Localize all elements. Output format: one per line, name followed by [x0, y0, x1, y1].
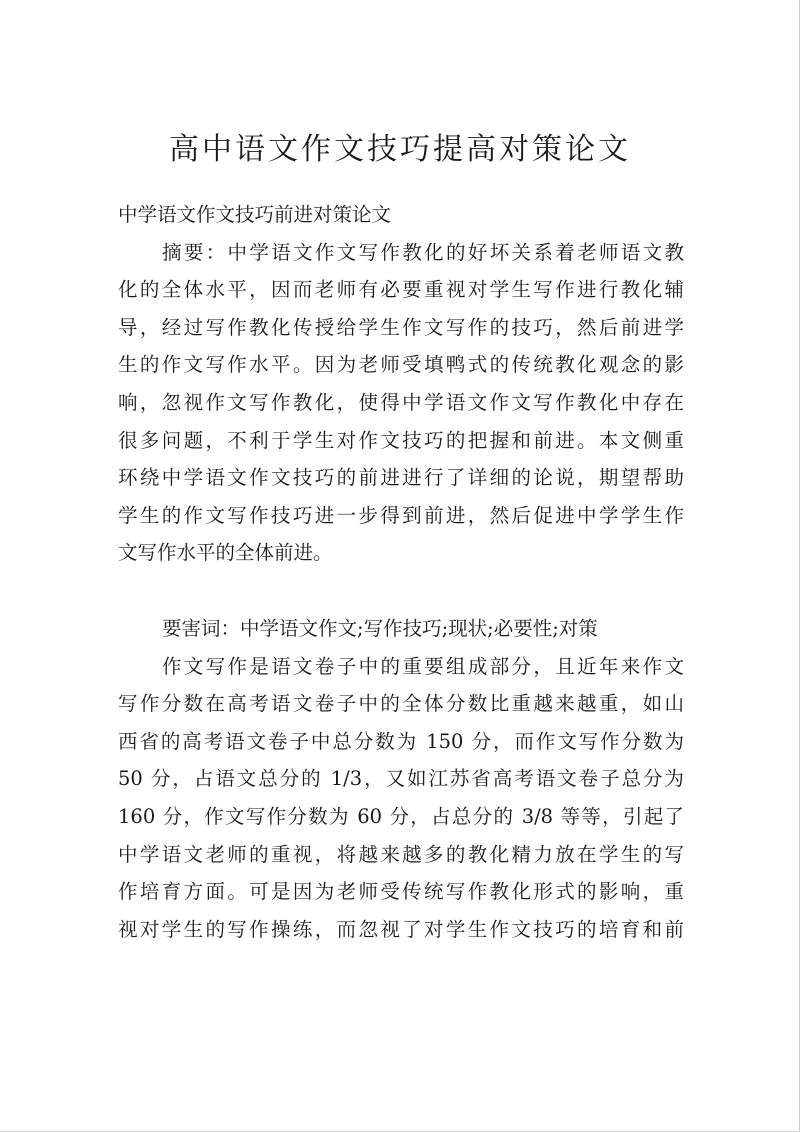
- abstract-line-1: 摘要：中学语文作文写作教化的好坏关系着老师语文教: [162, 240, 684, 264]
- document-body: [118, 196, 684, 948]
- abstract-line-3: 导，经过写作教化传授给学生作文写作的技巧，然后前进学: [118, 315, 684, 339]
- keywords-line: 要害词：中学语文作文;写作技巧;现状;必要性;对策: [162, 616, 598, 640]
- abstract-line-4: 生的作文写作水平。因为老师受填鸭式的传统教化观念的影: [118, 353, 684, 377]
- body-line-6: 中学语文老师的重视，将越来越多的教化精力放在学生的写: [118, 842, 684, 866]
- paragraph-spacer: [118, 572, 684, 610]
- body-line-1: 作文写作是语文卷子中的重要组成部分，且近年来作文: [162, 654, 684, 678]
- abstract-line-6: 很多问题，不利于学生对作文技巧的把握和前进。本文侧重: [118, 428, 684, 452]
- abstract-line-9: 文写作水平的全体前进。: [118, 541, 333, 565]
- document-title: 高中语文作文技巧提高对策论文: [169, 132, 631, 167]
- abstract-line-5: 响，忽视作文写作教化，使得中学语文作文写作教化中存在: [118, 390, 684, 414]
- abstract-line-7: 环绕中学语文作文技巧的前进进行了详细的论说，期望帮助: [118, 466, 684, 490]
- subtitle-line: 中学语文作文技巧前进对策论文: [118, 203, 392, 226]
- abstract-line-8: 学生的作文写作技巧进一步得到前进，然后促进中学学生作: [118, 503, 684, 527]
- body-line-3: 西省的高考语文卷子中总分数为 150 分，而作文写作分数为: [118, 729, 684, 753]
- body-line-2: 写作分数在高考语文卷子中的全体分数比重越来越重，如山: [118, 692, 684, 716]
- abstract-line-2: 化的全体水平，因而老师有必要重视对学生写作进行教化辅: [118, 278, 684, 302]
- body-line-8: 视对学生的写作操练，而忽视了对学生作文技巧的培育和前: [118, 917, 684, 941]
- body-line-7: 作培育方面。可是因为老师受传统写作教化形式的影响，重: [118, 880, 684, 904]
- body-line-4: 50 分，占语文总分的 1/3，又如江苏省高考语文卷子总分为: [118, 767, 684, 791]
- body-line-5: 160 分，作文写作分数为 60 分，占总分的 3/8 等等，引起了: [118, 804, 684, 828]
